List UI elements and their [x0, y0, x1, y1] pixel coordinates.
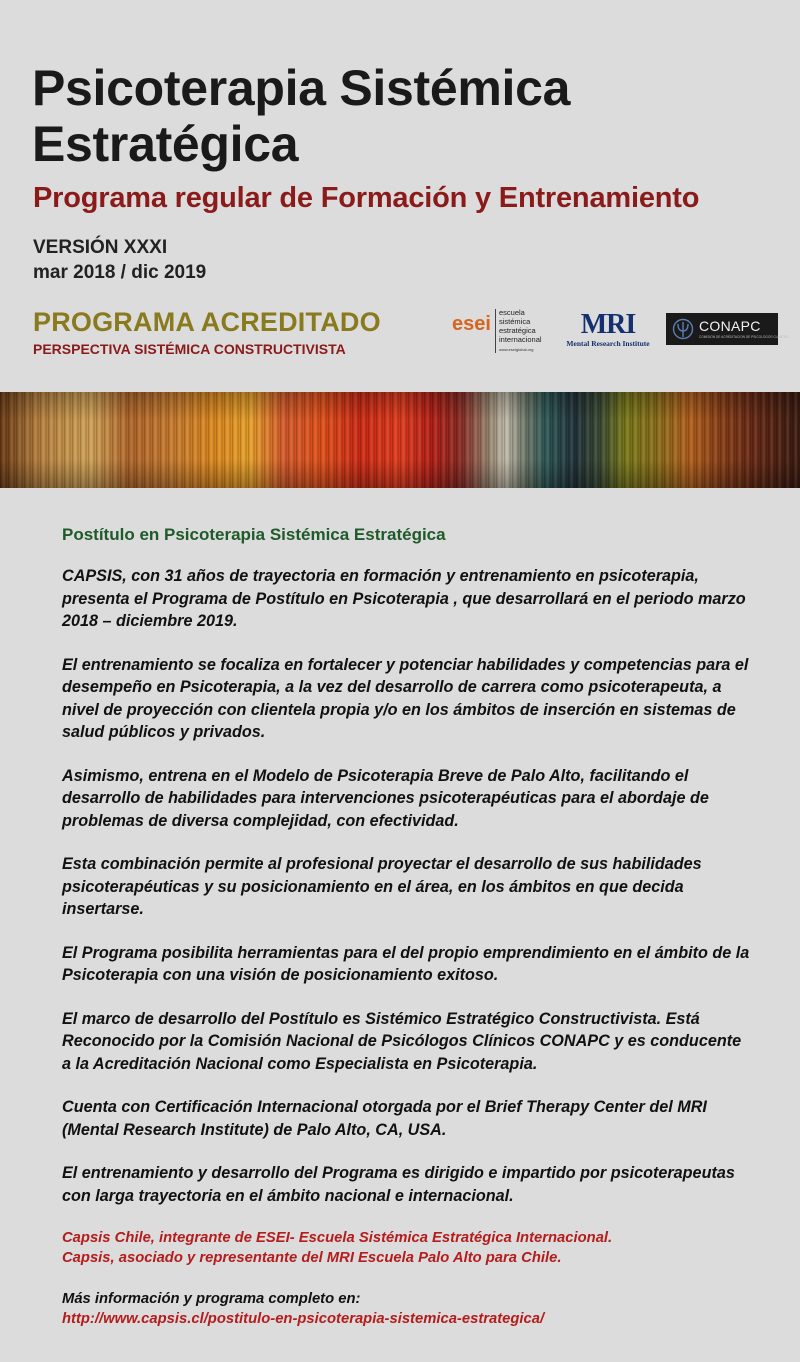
- esei-line-2: sistémica: [499, 317, 531, 326]
- paragraph-7: Cuenta con Certificación Internacional otorgada por el Brief Therapy Center del MRI (Mental Research Institute) de Palo Alto, CA, USA.: [62, 1098, 707, 1139]
- title-line-2: Estratégica: [32, 116, 299, 172]
- conapc-emblem-icon: [672, 318, 694, 340]
- esei-line-4: internacional: [499, 335, 542, 344]
- esei-logo-word: esei: [452, 313, 491, 335]
- more-info-link[interactable]: http://www.capsis.cl/postitulo-en-psicoterapia-sistemica-estrategica/: [62, 1311, 545, 1327]
- version-label: VERSIÓN XXXI: [33, 237, 168, 258]
- mri-logo: [563, 311, 653, 351]
- esei-line-3: estratégica: [499, 326, 536, 335]
- header: [0, 0, 800, 392]
- mri-logo-subtitle: Mental Research Institute: [566, 339, 650, 348]
- esei-logo: [452, 307, 552, 357]
- paragraph-3: Asimismo, entrena en el Modelo de Psicoterapia Breve de Palo Alto, facilitando el desarrollo de habilidades para intervenciones psicoterapéuticas para el abordaje de problemas de diversa complejidad, con efectividad.: [62, 766, 709, 830]
- colored-threads-banner: [0, 392, 800, 488]
- main-content: [62, 525, 752, 1350]
- paragraph-2: El entrenamiento se focaliza en fortalecer y potenciar habilidades y competencias para el desempeño en Psicoterapia, a la vez del desarrollo de carrera como psicoterapeuta, a nivel de proyección con clientela propia y/o en los ámbitos de inserción en sistemas de salud públicos y privados.: [62, 655, 749, 741]
- version-block: [33, 235, 206, 285]
- more-info: [62, 1289, 752, 1329]
- esei-logo-url: www.eseiglobal.org: [499, 347, 534, 352]
- paragraph-8: El entrenamiento y desarrollo del Programa es dirigido e impartido por psicoterapeutas con larga trayectoria en el ámbito nacional e internacional.: [62, 1164, 735, 1205]
- paragraph-6: El marco de desarrollo del Postítulo es Sistémico Estratégico Constructivista. Está Reconocido por la Comisión Nacional de Psicólogos Clínicos CONAPC y es conducente a la Acreditación Nacional como Especialista en Psicoterapia.: [62, 1009, 742, 1073]
- mri-logo-word: MRI: [580, 309, 636, 340]
- perspective-heading: PERSPECTIVA SISTÉMICA CONSTRUCTIVISTA: [33, 341, 346, 357]
- affiliation-note: [62, 1228, 752, 1268]
- page-title: [32, 60, 792, 172]
- paragraph-1: CAPSIS, con 31 años de trayectoria en formación y entrenamiento en psicoterapia, presenta el Programa de Postítulo en Psicoterapia , que desarrollará en el periodo marzo 2018 – diciembre 2019.: [62, 567, 746, 630]
- more-info-label: Más información y programa completo en:: [62, 1291, 361, 1307]
- accredited-heading: PROGRAMA ACREDITADO: [33, 307, 381, 337]
- affiliation-line-1: Capsis Chile, integrante de ESEI- Escuela Sistémica Estratégica Internacional.: [62, 1230, 613, 1246]
- program-dates: mar 2018 / dic 2019: [33, 262, 207, 283]
- conapc-logo-subtitle: COMISION DE ACREDITACION DE PSICOLOGOS CLINICOS: [699, 335, 789, 339]
- title-line-1: Psicoterapia Sistémica: [32, 60, 571, 116]
- section-title: Postítulo en Psicoterapia Sistémica Estratégica: [62, 525, 446, 544]
- conapc-logo-word: CONAPC: [699, 318, 761, 334]
- conapc-logo: [666, 313, 789, 345]
- esei-line-1: escuela: [499, 308, 525, 317]
- paragraph-5: El Programa posibilita herramientas para el del propio emprendimiento en el ámbito de la Psicoterapia con una visión de posicionamiento exitoso.: [62, 943, 750, 984]
- paragraph-4: Esta combinación permite al profesional proyectar el desarrollo de sus habilidades psicoterapéuticas y su posicionamiento en el área, en los ámbitos en que decida insertarse.: [62, 855, 702, 918]
- esei-logo-divider: [495, 309, 496, 353]
- affiliation-line-2: Capsis, asociado y representante del MRI Escuela Palo Alto para Chile.: [62, 1250, 562, 1266]
- program-subtitle: Programa regular de Formación y Entrenamiento: [33, 182, 700, 214]
- esei-logo-text: [499, 308, 542, 344]
